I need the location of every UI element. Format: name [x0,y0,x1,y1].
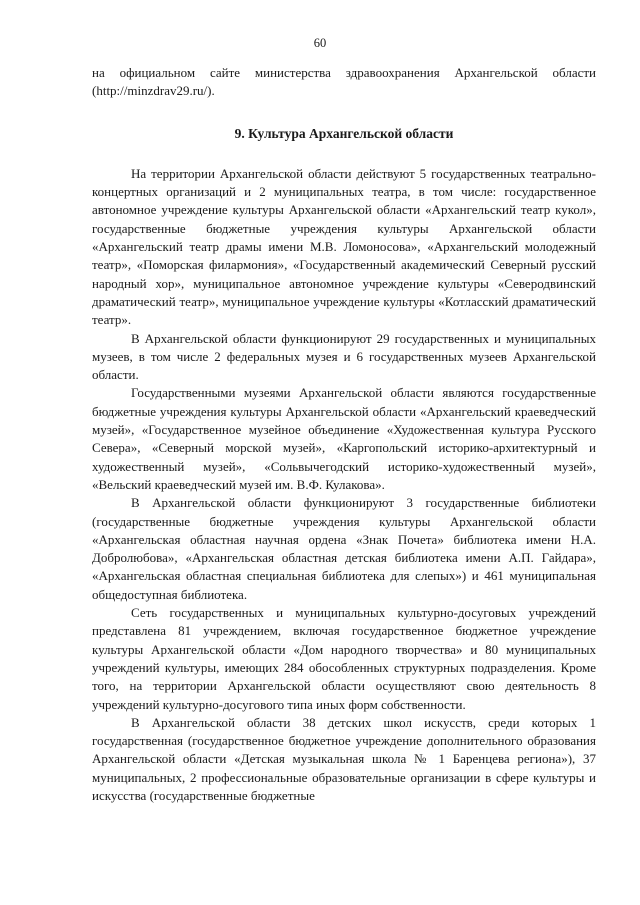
document-body [92,64,596,805]
paragraph-cultural-centers: Сеть государственных и муниципальных культурно-досуговых учреждений представлена 81 учреждением, включая государственное бюджетное учреждение культуры Архангельской области «Дом народного творчества» и 80 муниципальных учреждений культуры, имеющих 284 обособленных структурных подразделения. Кроме того, на территории Архангельской области осуществляют свою деятельность 8 учреждений культурно-досугового типа иных форм собственности. [92,605,596,712]
paragraph-museums-count: В Архангельской области функционируют 29 государственных и муниципальных музеев, в том числе 2 федеральных музея и 6 государственных музеев Архангельской области. [92,330,596,383]
page-number: 60 [313,36,327,50]
paragraph-libraries: В Архангельской области функционируют 3 государственные библиотеки (государственные бюджетные учреждения культуры Архангельской области «Архангельская областная научная ордена «Знак Почета» библиотека имени Н.А. Добролюбова», «Архангельская областная детская библиотека имени А.П. Гайдара», «Архангельская областная специальная библиотека для слепых») и 461 муниципальная общедоступная библиотека. [92,495,596,602]
intro-paragraph: на официальном сайте министерства здравоохранения Архангельской области (http://minzdrav29.ru/). [92,65,596,99]
section-title: 9. Культура Архангельской области [234,125,454,141]
paragraph-theaters: На территории Архангельской области действуют 5 государственных театрально-концертных организаций и 2 муниципальных театра, в том числе: государственное автономное учреждение культуры Архангельской области «Архангельский театр кукол», государственные бюджетные учреждения культуры Архангельской области «Архангельский театр драмы имени М.В. Ломоносова», «Архангельский молодежный театр», «Поморская филармония», «Государственный академический Северный русский народный хор», муниципальное автономное учреждение культуры «Северодвинский драматический театр», муниципальное учреждение культуры «Котласский драматический театр». [92,165,596,328]
paragraph-art-schools: В Архангельской области 38 детских школ искусств, среди которых 1 государственная (государственное бюджетное учреждение дополнительного образования Архангельской области «Детская музыкальная школа № 1 Баренцева региона»), 37 муниципальных, 2 профессиональные образовательные организации в сфере культуры и искусства (государственные бюджетные [92,714,596,803]
paragraph-state-museums: Государственными музеями Архангельской области являются государственные бюджетные учреждения культуры Архангельской области «Архангельский краеведческий музей», «Государственное музейное объединение «Художественная культура Русского Севера», «Северный морской музей», «Каргопольский историко-архитектурный и художественный музей», «Сольвычегодский историко-художественный музей», «Вельский краеведческий музей им. В.Ф. Кулакова». [92,385,596,492]
